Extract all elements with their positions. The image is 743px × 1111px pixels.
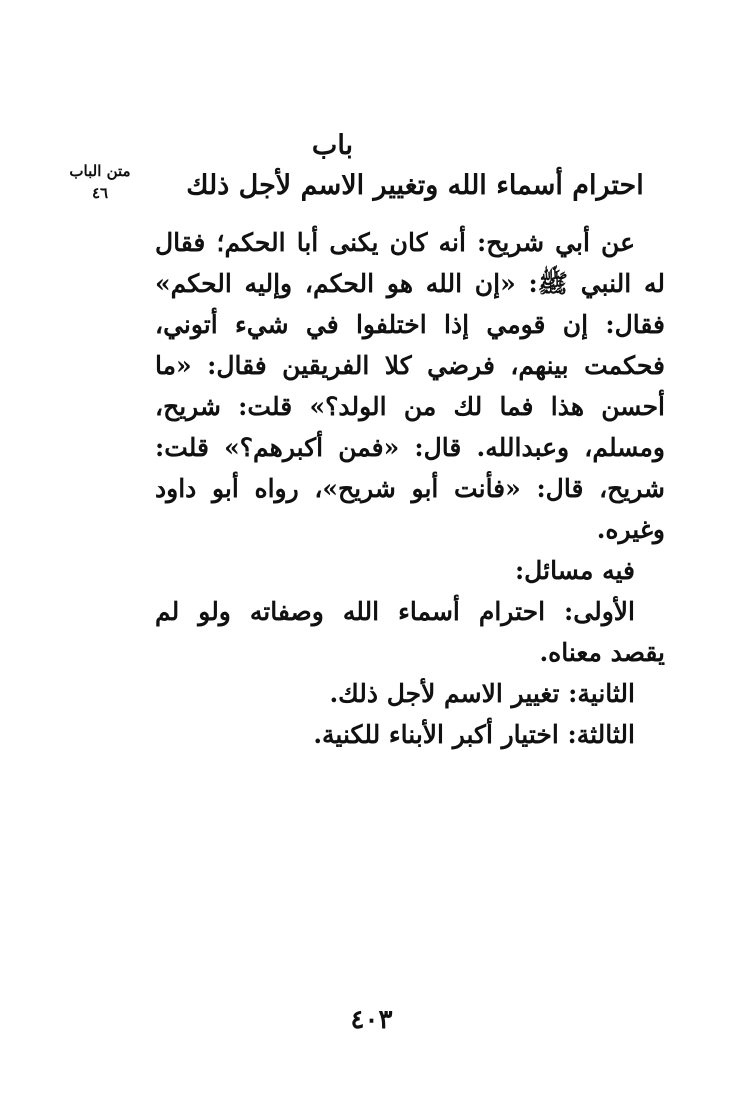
hadith-paragraph: عن أبي شريح: أنه كان يكنى أبا الحكم؛ فقال له النبي ﷺ: «إن الله هو الحكم، وإليه الحكم» فقال: إن قومي إذا اختلفوا في شيء أتوني، فحكمت بينهم، فرضي كلا الفريقين فقال: «ما أحسن هذا فما لك من الولد؟» قلت: شريح، ومسلم، وعبدالله. قال: «فمن أكبرهم؟» قلت: شريح، قال: «فأنت أبو شريح»، رواه أبو داود وغيره. — [155, 228, 665, 544]
issue-second: الثانية: تغيير الاسم لأجل ذلك. — [329, 679, 635, 708]
issues-heading: فيه مسائل: — [514, 556, 635, 585]
issue-first: الأولى: احترام أسماء الله وصفاته ولو لم يقصد معناه. — [155, 597, 665, 667]
margin-note — [50, 160, 150, 204]
chapter-title: احترام أسماء الله وتغيير الاسم لأجل ذلك — [186, 170, 644, 201]
page-number: ٤٠٣ — [350, 1005, 393, 1035]
main-text — [155, 222, 665, 755]
margin-note-title: متن الباب — [69, 162, 131, 180]
issues-section — [155, 550, 665, 755]
issue-third: الثالثة: اختيار أكبر الأبناء للكنية. — [313, 720, 635, 749]
margin-note-number: ٤٦ — [91, 184, 109, 202]
chapter-label: باب — [311, 130, 354, 161]
